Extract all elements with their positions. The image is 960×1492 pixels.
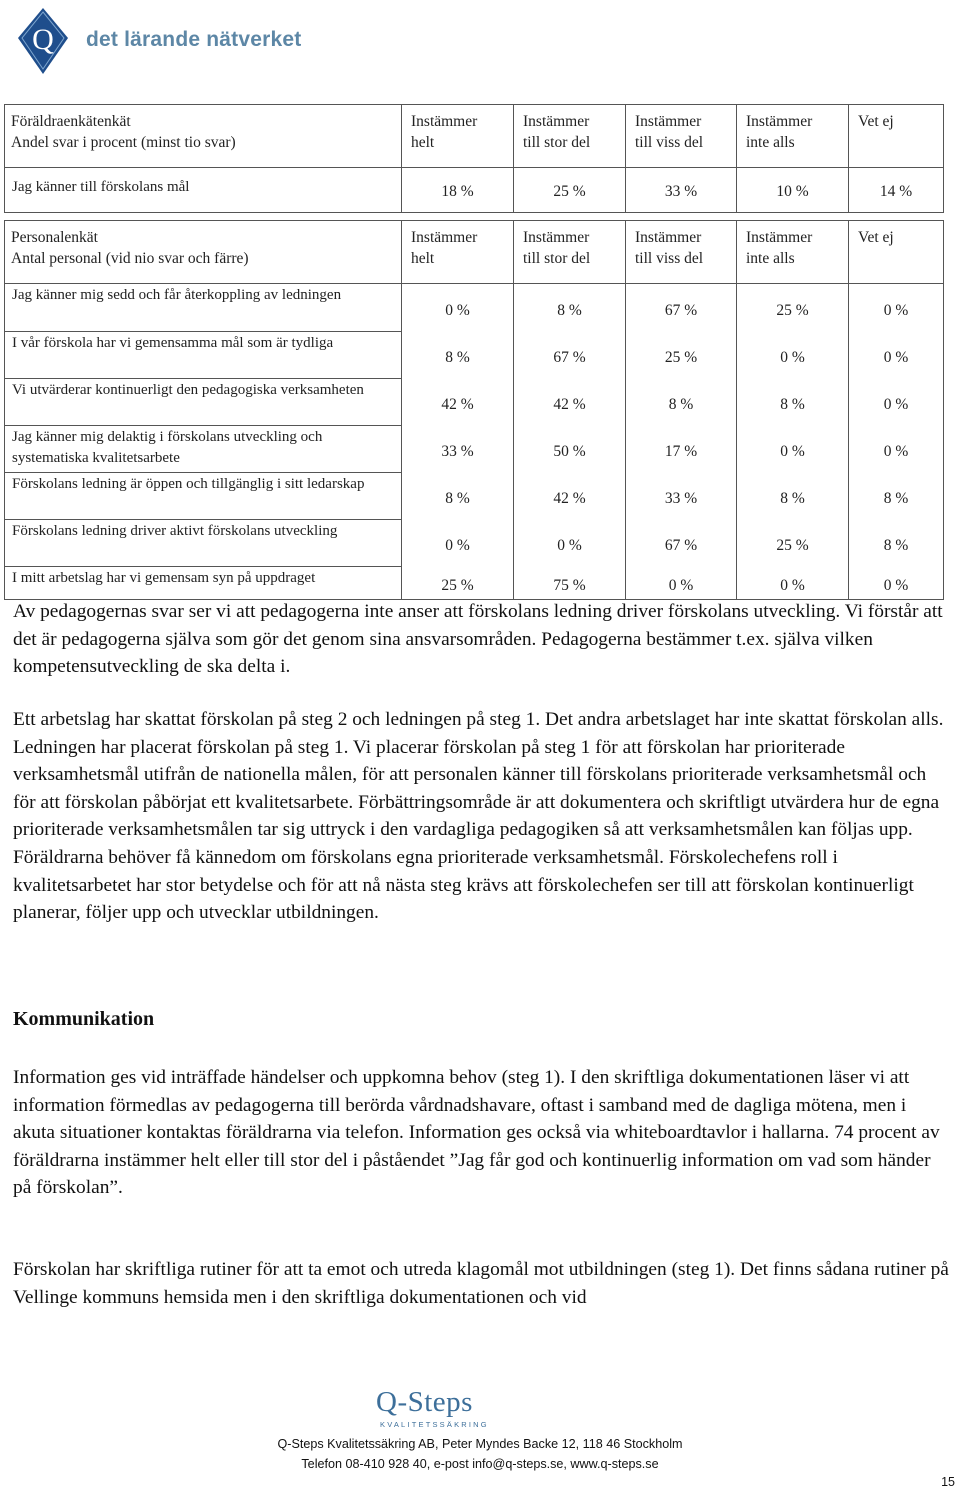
question-cell: Jag känner mig delaktig i förskolans utveckling och systematiska kvalitetsarbete xyxy=(5,425,402,472)
column-header: Vet ej xyxy=(849,221,944,284)
question-cell: I vår förskola har vi gemensamma mål som är tydliga xyxy=(5,331,402,378)
table-title-cell xyxy=(5,221,402,284)
value-cell: 10 % xyxy=(737,168,849,213)
paragraph: Av pedagogernas svar ser vi att pedagogerna inte anser att förskolans ledning driver förskolans utveckling. Vi förstår att det är pedagogerna själva som gör det genom sina ansvarsområden. Pedagogerna bestämmer t.ex. själva vilken kompetensutveckling de ska delta i. xyxy=(13,601,943,678)
column-header: Instämmer inte alls xyxy=(737,105,849,168)
value-cell: 0 % xyxy=(849,378,944,425)
logo-letter: Q xyxy=(32,23,54,56)
value-cell: 67 % xyxy=(626,284,737,332)
value-cell: 25 % xyxy=(514,168,626,213)
column-header: Instämmer till viss del xyxy=(626,105,737,168)
table-row xyxy=(5,284,944,332)
value-cell: 0 % xyxy=(626,566,737,600)
value-cell: 67 % xyxy=(514,331,626,378)
value-cell: 14 % xyxy=(849,168,944,213)
value-cell: 8 % xyxy=(402,331,514,378)
value-cell: 50 % xyxy=(514,425,626,472)
page-number: 15 xyxy=(941,1475,955,1489)
table-subtitle: Andel svar i procent (minst tio svar) xyxy=(11,134,236,151)
value-cell: 17 % xyxy=(626,425,737,472)
value-cell: 8 % xyxy=(737,378,849,425)
footer-logo-name: Q-Steps xyxy=(376,1386,473,1418)
value-cell: 0 % xyxy=(849,566,944,600)
table-subtitle: Antal personal (vid nio svar och färre) xyxy=(11,250,249,267)
value-cell: 0 % xyxy=(737,331,849,378)
brand-name: det lärande nätverket xyxy=(86,28,302,51)
header-logo xyxy=(14,6,72,76)
value-cell: 25 % xyxy=(737,284,849,332)
value-cell: 0 % xyxy=(737,425,849,472)
column-header: Instämmer till viss del xyxy=(626,221,737,284)
value-cell: 8 % xyxy=(737,472,849,519)
value-cell: 67 % xyxy=(626,519,737,566)
table-row xyxy=(5,519,944,566)
table-title-cell xyxy=(5,105,402,168)
question-cell: Vi utvärderar kontinuerligt den pedagogiska verksamheten xyxy=(5,378,402,425)
table-row xyxy=(5,425,944,472)
table-title: Föräldraenkätenkät xyxy=(11,113,131,130)
table-header-row xyxy=(5,105,944,168)
value-cell: 8 % xyxy=(402,472,514,519)
question-cell: Jag känner till förskolans mål xyxy=(5,168,402,213)
value-cell: 42 % xyxy=(514,472,626,519)
table-row xyxy=(5,331,944,378)
value-cell: 42 % xyxy=(402,378,514,425)
value-cell: 0 % xyxy=(849,284,944,332)
value-cell: 8 % xyxy=(626,378,737,425)
value-cell: 18 % xyxy=(402,168,514,213)
column-header: Instämmer till stor del xyxy=(514,221,626,284)
column-header: Instämmer inte alls xyxy=(737,221,849,284)
column-header: Instämmer till stor del xyxy=(514,105,626,168)
value-cell: 25 % xyxy=(626,331,737,378)
section-heading: Kommunikation xyxy=(13,1008,155,1030)
table-header-row xyxy=(5,221,944,284)
table-row xyxy=(5,168,944,213)
value-cell: 33 % xyxy=(626,472,737,519)
parent-survey-table xyxy=(4,104,944,213)
value-cell: 8 % xyxy=(849,519,944,566)
value-cell: 25 % xyxy=(737,519,849,566)
question-cell: I mitt arbetslag har vi gemensam syn på uppdraget xyxy=(5,566,402,600)
footer-logo xyxy=(376,1386,489,1432)
column-header: Vet ej xyxy=(849,105,944,168)
paragraph: Förskolan har skriftliga rutiner för att ta emot och utreda klagomål mot utbildningen (steg 1). Det finns sådana rutiner på Vellinge kommuns hemsida men i den skriftliga dokumentationen och vid xyxy=(13,1259,949,1308)
value-cell: 0 % xyxy=(514,519,626,566)
question-cell: Förskolans ledning driver aktivt förskolans utveckling xyxy=(5,519,402,566)
paragraph: Information ges vid inträffade händelser och uppkomna behov (steg 1). I den skriftliga dokumentationen läser vi att information förmedlas av pedagogerna till berörda vårdnadshavare, oftast i samband med de dagliga mötena, men i akuta situationer kontaktas föräldrarna via telefon. Information ges också via whiteboardtavlor i hallarna. 74 procent av föräldrarna instämmer helt eller till stor del i påståendet ”Jag får god och kontinuerlig information om vad som händer på förskolan”. xyxy=(13,1067,940,1199)
table-row xyxy=(5,472,944,519)
q-logo-icon xyxy=(14,6,72,76)
value-cell: 8 % xyxy=(849,472,944,519)
value-cell: 75 % xyxy=(514,566,626,600)
column-header: Instämmer helt xyxy=(402,221,514,284)
value-cell: 0 % xyxy=(402,519,514,566)
value-cell: 33 % xyxy=(402,425,514,472)
value-cell: 0 % xyxy=(849,331,944,378)
table-row xyxy=(5,378,944,425)
paragraph: Ett arbetslag har skattat förskolan på steg 2 och ledningen på steg 1. Det andra arbetslaget har inte skattat förskolan alls. Ledningen har placerat förskolan på steg 1. Vi placerar förskolan på steg 1 för att förskolan har prioriterade verksamhetsmål utifrån de nationella målen, för att personalen känner till förskolans prioriterade verksamhetsmål och för att förskolan påbörjat ett kvalitetsarbete. Förbättringsområde är att dokumentera och skriftligt utvärdera hur de egna prioriterade verksamhetsmålen tar sig uttryck i den vardagliga pedagogiken så att verksamhetsmålen kan följas upp. Föräldrarna behöver få kännedom om förskolans egna prioriterade verksamhetsmål. Förskolechefens roll i kvalitetsarbetet har stor betydelse och för att nå nästa steg krävs att förskolechefen ser till att förskolan kontinuerligt planerar, följer upp och utvecklar utbildningen. xyxy=(13,709,944,924)
value-cell: 33 % xyxy=(626,168,737,213)
value-cell: 25 % xyxy=(402,566,514,600)
table-title: Personalenkät xyxy=(11,229,98,246)
value-cell: 42 % xyxy=(514,378,626,425)
column-header: Instämmer helt xyxy=(402,105,514,168)
value-cell: 0 % xyxy=(737,566,849,600)
footer-logo-sub: KVALITETSSÄKRING xyxy=(380,1420,489,1429)
value-cell: 0 % xyxy=(849,425,944,472)
question-cell: Jag känner mig sedd och får återkoppling av ledningen xyxy=(5,284,402,332)
value-cell: 0 % xyxy=(402,284,514,332)
table-row xyxy=(5,566,944,600)
value-cell: 8 % xyxy=(514,284,626,332)
question-cell: Förskolans ledning är öppen och tillgänglig i sitt ledarskap xyxy=(5,472,402,519)
footer-contact: Telefon 08-410 928 40, e-post info@q-steps.se, www.q-steps.se xyxy=(301,1457,659,1471)
staff-survey-table xyxy=(4,220,944,600)
footer-address: Q-Steps Kvalitetssäkring AB, Peter Myndes Backe 12, 118 46 Stockholm xyxy=(277,1437,683,1451)
